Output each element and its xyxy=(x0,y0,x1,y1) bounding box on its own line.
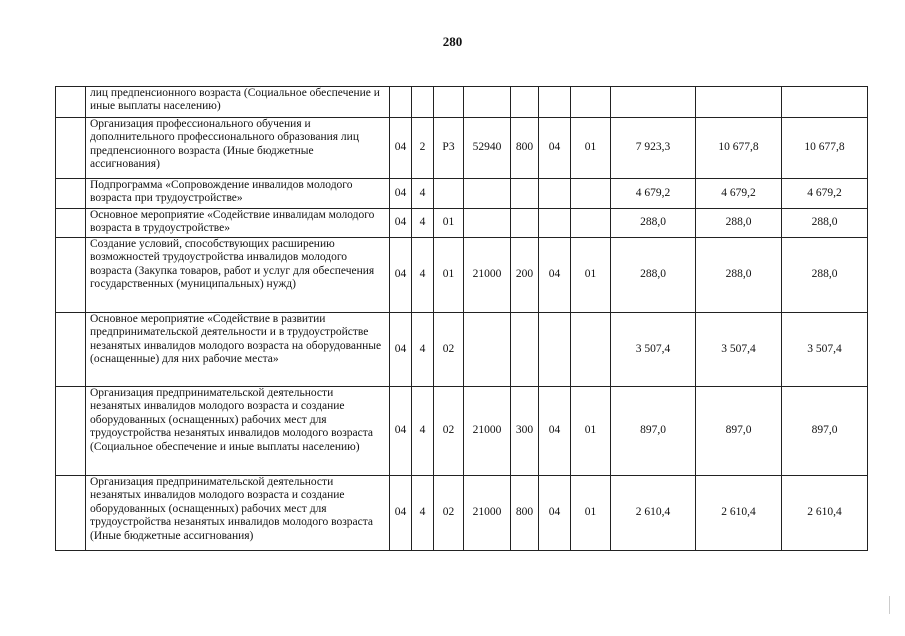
description-cell: Организация предпринимательской деятельности незанятых инвалидов молодого возраста и создание оборудованных (оснащенных) рабочих мест для трудоустройства незанятых инвалидов молодого возраста (Социальное обеспечение и иные выплаты населению) xyxy=(86,387,390,476)
code-cell: 04 xyxy=(539,118,571,179)
amount-cell: 3 507,4 xyxy=(611,313,696,387)
code-cell xyxy=(412,87,434,118)
amount-cell: 897,0 xyxy=(611,387,696,476)
amount-cell: 897,0 xyxy=(696,387,782,476)
row-index-cell xyxy=(56,209,86,238)
page-number: 280 xyxy=(442,34,463,49)
amount-cell: 288,0 xyxy=(611,238,696,313)
description-cell: Организация профессионального обучения и дополнительного профессионального образования лиц предпенсионного возраста (Иные бюджетные ассигнования) xyxy=(86,118,390,179)
code-cell xyxy=(539,209,571,238)
amount-cell: 10 677,8 xyxy=(696,118,782,179)
code-cell xyxy=(511,87,539,118)
code-cell xyxy=(464,179,511,209)
code-cell: 2 xyxy=(412,118,434,179)
row-index-cell xyxy=(56,387,86,476)
code-cell: 800 xyxy=(511,476,539,551)
amount-cell: 4 679,2 xyxy=(782,179,868,209)
description-cell: Организация предпринимательской деятельности незанятых инвалидов молодого возраста и создание оборудованных (оснащенных) рабочих мест для трудоустройства незанятых инвалидов молодого возраста (Иные бюджетные ассигнования) xyxy=(86,476,390,551)
amount-cell: 288,0 xyxy=(696,209,782,238)
row-index-cell xyxy=(56,87,86,118)
description-cell: лиц предпенсионного возраста (Социальное обеспечение и иные выплаты населению) xyxy=(86,87,390,118)
amount-cell: 2 610,4 xyxy=(611,476,696,551)
code-cell: 01 xyxy=(571,476,611,551)
code-cell: 04 xyxy=(390,476,412,551)
code-cell: 04 xyxy=(390,387,412,476)
table-row xyxy=(56,313,868,387)
amount-cell: 288,0 xyxy=(782,209,868,238)
amount-cell: 7 923,3 xyxy=(611,118,696,179)
code-cell: 21000 xyxy=(464,476,511,551)
table-row xyxy=(56,87,868,118)
amount-cell: 2 610,4 xyxy=(782,476,868,551)
amount-cell: 4 679,2 xyxy=(611,179,696,209)
code-cell xyxy=(434,179,464,209)
table-row xyxy=(56,476,868,551)
amount-cell xyxy=(782,87,868,118)
code-cell: 04 xyxy=(539,387,571,476)
code-cell: 01 xyxy=(571,387,611,476)
row-index-cell xyxy=(56,238,86,313)
code-cell xyxy=(539,87,571,118)
row-index-cell xyxy=(56,118,86,179)
row-index-cell xyxy=(56,179,86,209)
code-cell xyxy=(571,87,611,118)
code-cell: 800 xyxy=(511,118,539,179)
code-cell: 4 xyxy=(412,209,434,238)
code-cell xyxy=(390,87,412,118)
code-cell xyxy=(464,313,511,387)
table-row xyxy=(56,387,868,476)
amount-cell: 288,0 xyxy=(782,238,868,313)
code-cell: 300 xyxy=(511,387,539,476)
code-cell xyxy=(511,179,539,209)
description-cell: Основное мероприятие «Содействие инвалидам молодого возраста в трудоустройстве» xyxy=(86,209,390,238)
scan-edge-mark xyxy=(889,596,890,614)
code-cell xyxy=(539,313,571,387)
code-cell: 4 xyxy=(412,313,434,387)
amount-cell: 2 610,4 xyxy=(696,476,782,551)
description-cell: Создание условий, способствующих расширению возможностей трудоустройства инвалидов молодого возраста (Закупка товаров, работ и услуг для обеспечения государственных (муниципальных) нужд) xyxy=(86,238,390,313)
code-cell: 04 xyxy=(539,238,571,313)
code-cell: 02 xyxy=(434,476,464,551)
code-cell: 200 xyxy=(511,238,539,313)
code-cell: 04 xyxy=(390,209,412,238)
description-cell: Подпрограмма «Сопровождение инвалидов молодого возраста при трудоустройстве» xyxy=(86,179,390,209)
code-cell: 4 xyxy=(412,179,434,209)
code-cell: 01 xyxy=(571,118,611,179)
code-cell: 01 xyxy=(434,209,464,238)
code-cell: 21000 xyxy=(464,238,511,313)
code-cell: 04 xyxy=(539,476,571,551)
code-cell xyxy=(539,179,571,209)
amount-cell: 288,0 xyxy=(611,209,696,238)
code-cell xyxy=(571,209,611,238)
code-cell xyxy=(511,209,539,238)
code-cell xyxy=(464,209,511,238)
description-cell: Основное мероприятие «Содействие в развитии предпринимательской деятельности и в трудоустройстве незанятых инвалидов молодого возраста на оборудованные (оснащенные) для них рабочие места» xyxy=(86,313,390,387)
code-cell xyxy=(571,179,611,209)
row-index-cell xyxy=(56,476,86,551)
code-cell: 04 xyxy=(390,118,412,179)
code-cell: P3 xyxy=(434,118,464,179)
code-cell xyxy=(464,87,511,118)
code-cell: 52940 xyxy=(464,118,511,179)
row-index-cell xyxy=(56,313,86,387)
table-row xyxy=(56,209,868,238)
amount-cell: 4 679,2 xyxy=(696,179,782,209)
code-cell: 01 xyxy=(571,238,611,313)
amount-cell: 3 507,4 xyxy=(696,313,782,387)
table-row xyxy=(56,238,868,313)
budget-table xyxy=(55,86,868,551)
code-cell: 4 xyxy=(412,387,434,476)
amount-cell: 10 677,8 xyxy=(782,118,868,179)
code-cell: 04 xyxy=(390,238,412,313)
amount-cell xyxy=(611,87,696,118)
code-cell xyxy=(434,87,464,118)
code-cell xyxy=(571,313,611,387)
amount-cell: 3 507,4 xyxy=(782,313,868,387)
table-row xyxy=(56,179,868,209)
code-cell xyxy=(511,313,539,387)
code-cell: 02 xyxy=(434,387,464,476)
table-row xyxy=(56,118,868,179)
code-cell: 04 xyxy=(390,313,412,387)
code-cell: 01 xyxy=(434,238,464,313)
amount-cell: 288,0 xyxy=(696,238,782,313)
code-cell: 02 xyxy=(434,313,464,387)
code-cell: 4 xyxy=(412,238,434,313)
code-cell: 04 xyxy=(390,179,412,209)
code-cell: 4 xyxy=(412,476,434,551)
code-cell: 21000 xyxy=(464,387,511,476)
amount-cell xyxy=(696,87,782,118)
amount-cell: 897,0 xyxy=(782,387,868,476)
